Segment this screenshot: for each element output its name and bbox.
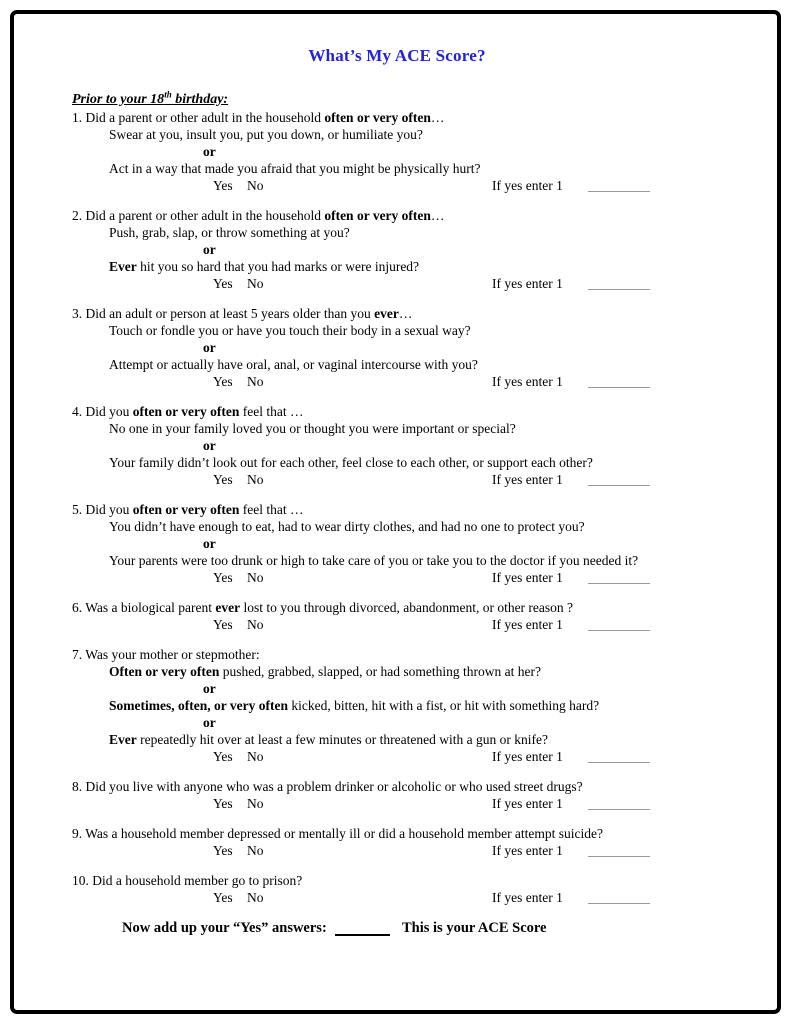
question-3-statement-2 — [72, 356, 722, 373]
question-5-statement-2 — [72, 552, 722, 569]
text-segment: 8. Did you live with anyone who was a problem drinker or alcoholic or who used street drugs? — [72, 778, 583, 794]
if-yes-label: If yes enter 1 — [492, 177, 563, 193]
yes-option[interactable]: Yes — [213, 275, 233, 291]
yes-option[interactable]: Yes — [213, 616, 233, 632]
no-option[interactable]: No — [247, 275, 264, 291]
question-1-statement-2 — [72, 160, 722, 177]
answer-blank-field[interactable] — [588, 856, 650, 857]
text-segment: lost to you through divorced, abandonment, or other reason ? — [240, 599, 574, 615]
no-option[interactable]: No — [247, 373, 264, 389]
no-option[interactable]: No — [247, 177, 264, 193]
question-7-prompt — [72, 646, 722, 663]
text-segment: often or very often — [132, 403, 240, 419]
question-7-statement-1 — [72, 663, 722, 680]
question-7-statement-2 — [72, 697, 722, 714]
text-segment: 3. Did an adult or person at least 5 years older than you — [72, 305, 375, 321]
question-5-statement-1 — [72, 518, 722, 535]
question-2-prompt — [72, 207, 722, 224]
text-segment: kicked, bitten, hit with a fist, or hit with something hard? — [287, 697, 600, 713]
text-segment: … — [430, 109, 445, 125]
question-3-statement-1 — [72, 322, 722, 339]
score-sum-label: Now add up your “Yes” answers: — [122, 919, 327, 936]
question-6-prompt — [72, 599, 722, 616]
form-content — [72, 46, 722, 941]
question-10-prompt — [72, 872, 722, 889]
or-separator: or — [203, 714, 216, 730]
if-yes-label: If yes enter 1 — [492, 471, 563, 487]
if-yes-label: If yes enter 1 — [492, 373, 563, 389]
text-segment: pushed, grabbed, slapped, or had something thrown at her? — [219, 663, 542, 679]
text-segment: Act in a way that made you afraid that you might be physically hurt? — [109, 160, 481, 176]
no-option[interactable]: No — [247, 889, 264, 905]
text-segment: Ever — [109, 731, 137, 747]
text-segment: Often or very often — [109, 663, 220, 679]
question-1 — [72, 109, 722, 194]
question-4-statement-1 — [72, 420, 722, 437]
text-segment: Your family didn’t look out for each other, feel close to each other, or support each other? — [109, 454, 593, 470]
score-summary — [72, 919, 722, 941]
question-7 — [72, 646, 722, 765]
no-option[interactable]: No — [247, 795, 264, 811]
question-9 — [72, 825, 722, 859]
text-segment: Your parents were too drunk or high to take care of you or take you to the doctor if you needed it? — [109, 552, 639, 568]
text-segment: 1. Did a parent or other adult in the household — [72, 109, 325, 125]
text-segment: 5. Did you — [72, 501, 133, 517]
text-segment: feel that … — [239, 403, 304, 419]
yes-option[interactable]: Yes — [213, 748, 233, 764]
text-segment: 4. Did you — [72, 403, 133, 419]
score-blank-field[interactable] — [335, 934, 390, 936]
question-10 — [72, 872, 722, 906]
question-8 — [72, 778, 722, 812]
question-4-statement-2 — [72, 454, 722, 471]
question-8-prompt — [72, 778, 722, 795]
question-6 — [72, 599, 722, 633]
text-segment: feel that … — [239, 501, 304, 517]
question-9-prompt — [72, 825, 722, 842]
text-segment: Ever — [109, 258, 137, 274]
no-option[interactable]: No — [247, 569, 264, 585]
question-2-statement-2 — [72, 258, 722, 275]
text-segment: 9. Was a household member depressed or mentally ill or did a household member attempt suicide? — [72, 825, 604, 841]
question-8-answer-row — [72, 795, 722, 812]
text-segment: … — [430, 207, 445, 223]
if-yes-label: If yes enter 1 — [492, 275, 563, 291]
text-segment: 6. Was a biological parent — [72, 599, 216, 615]
text-segment: Attempt or actually have oral, anal, or vaginal intercourse with you? — [109, 356, 478, 372]
or-separator: or — [203, 535, 216, 551]
question-7-answer-row — [72, 748, 722, 765]
if-yes-label: If yes enter 1 — [492, 842, 563, 858]
question-6-answer-row — [72, 616, 722, 633]
question-1-statement-1 — [72, 126, 722, 143]
if-yes-label: If yes enter 1 — [492, 616, 563, 632]
yes-option[interactable]: Yes — [213, 373, 233, 389]
question-2-answer-row — [72, 275, 722, 292]
or-separator: or — [203, 241, 216, 257]
yes-option[interactable]: Yes — [213, 889, 233, 905]
text-segment: Sometimes, often, or very often — [109, 697, 288, 713]
text-segment: ever — [374, 305, 399, 321]
answer-blank-field[interactable] — [588, 809, 650, 810]
answer-blank-field[interactable] — [588, 630, 650, 631]
if-yes-label: If yes enter 1 — [492, 748, 563, 764]
no-option[interactable]: No — [247, 471, 264, 487]
question-3 — [72, 305, 722, 390]
answer-blank-field[interactable] — [588, 191, 650, 192]
or-separator: or — [203, 339, 216, 355]
text-segment: ever — [215, 599, 241, 615]
question-2 — [72, 207, 722, 292]
yes-option[interactable]: Yes — [213, 177, 233, 193]
if-yes-label: If yes enter 1 — [492, 795, 563, 811]
yes-option[interactable]: Yes — [213, 842, 233, 858]
text-segment: 7. Was your mother or stepmother: — [72, 646, 260, 662]
yes-option[interactable]: Yes — [213, 569, 233, 585]
section-heading-rest: birthday: — [171, 91, 229, 107]
or-separator: or — [203, 437, 216, 453]
text-segment: You didn’t have enough to eat, had to wear dirty clothes, and had no one to protect you? — [109, 518, 585, 534]
text-segment: often or very often — [324, 207, 431, 223]
question-4-answer-row — [72, 471, 722, 488]
text-segment: Touch or fondle you or have you touch their body in a sexual way? — [109, 322, 471, 338]
question-2-statement-1 — [72, 224, 722, 241]
text-segment: 2. Did a parent or other adult in the household — [72, 207, 325, 223]
question-4-prompt — [72, 403, 722, 420]
text-segment: No one in your family loved you or thought you were important or special? — [109, 420, 516, 436]
text-segment: repeatedly hit over at least a few minutes or threatened with a gun or knife? — [136, 731, 548, 747]
answer-blank-field[interactable] — [588, 485, 650, 486]
question-4 — [72, 403, 722, 488]
answer-blank-field[interactable] — [588, 903, 650, 904]
no-option[interactable]: No — [247, 616, 264, 632]
or-separator: or — [203, 143, 216, 159]
question-1-answer-row — [72, 177, 722, 194]
text-segment: Swear at you, insult you, put you down, or humiliate you? — [109, 126, 423, 142]
answer-blank-field[interactable] — [588, 289, 650, 290]
score-result-label: This is your ACE Score — [402, 919, 547, 936]
if-yes-label: If yes enter 1 — [492, 569, 563, 585]
question-5-prompt — [72, 501, 722, 518]
text-segment: often or very often — [132, 501, 240, 517]
question-10-answer-row — [72, 889, 722, 906]
page-title: What’s My ACE Score? — [308, 46, 486, 65]
questions-list — [72, 109, 722, 906]
text-segment: Push, grab, slap, or throw something at you? — [109, 224, 350, 240]
text-segment: often or very often — [324, 109, 431, 125]
yes-option[interactable]: Yes — [213, 471, 233, 487]
text-segment: hit you so hard that you had marks or were injured? — [136, 258, 420, 274]
or-separator: or — [203, 680, 216, 696]
section-heading-text: Prior to your 18 — [72, 91, 165, 107]
question-5-answer-row — [72, 569, 722, 586]
text-segment: 10. Did a household member go to prison? — [72, 872, 303, 888]
answer-blank-field[interactable] — [588, 387, 650, 388]
question-1-prompt — [72, 109, 722, 126]
yes-option[interactable]: Yes — [213, 795, 233, 811]
no-option[interactable]: No — [247, 748, 264, 764]
question-3-answer-row — [72, 373, 722, 390]
section-heading — [72, 89, 722, 108]
section-heading-superscript: th — [164, 89, 172, 99]
no-option[interactable]: No — [247, 842, 264, 858]
if-yes-label: If yes enter 1 — [492, 889, 563, 905]
question-9-answer-row — [72, 842, 722, 859]
answer-blank-field[interactable] — [588, 762, 650, 763]
text-segment: … — [398, 305, 413, 321]
question-3-prompt — [72, 305, 722, 322]
question-5 — [72, 501, 722, 586]
question-7-statement-3 — [72, 731, 722, 748]
answer-blank-field[interactable] — [588, 583, 650, 584]
